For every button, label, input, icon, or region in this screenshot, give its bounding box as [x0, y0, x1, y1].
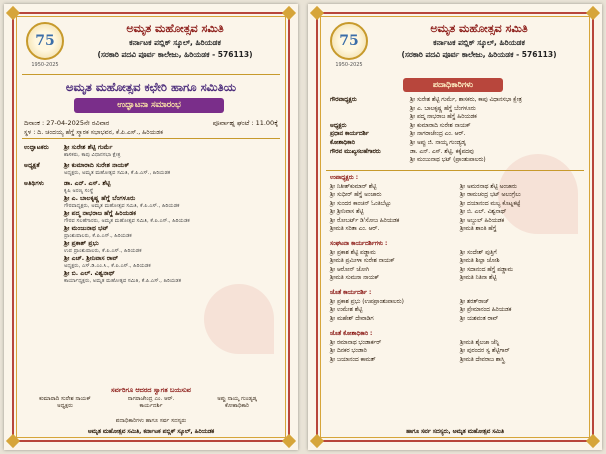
role-guests	[24, 180, 278, 285]
member-name: ಶ್ರೀ ರೋಬರ್ಟ್ ಡಿ'ಸೋಜ ಹಿರಿಯಡಕ	[330, 217, 400, 224]
person-name: ಶ್ರೀ ಎಚ್. ಶ್ರೀನಿವಾಸ ರಾವ್	[64, 255, 119, 262]
signatory-role: ಕಾರ್ಯದರ್ಶಿ	[139, 403, 163, 409]
officer-name: ಶ್ರೀ ಕುಮಾರಾದಿ ಸುರೇಶ ನಾಯಕ್	[410, 122, 471, 129]
name-grid	[330, 249, 582, 283]
member-name: ಶ್ರೀ ರಾಮಚಂದ್ರ ಭಟ್ ಅಲಂಗ್ರೆಲು	[460, 192, 521, 199]
org-name: ಅಮೃತ ಮಹೋತ್ಸವ ಸಮಿತಿ	[430, 22, 528, 35]
officers-list	[330, 96, 582, 165]
officer-name: ಶ್ರೀ ಮಂಜುನಾಥ ಭಟ್ (ಪ್ರಾಂಶುಪಾಲರು)	[410, 157, 486, 164]
emblem-years: 1950-2025	[31, 62, 59, 68]
section-vice-presidents	[330, 174, 582, 233]
person-designation: ಅಧ್ಯಕ್ಷರು, ಅಮೃತ ಮಹೋತ್ಸವ ಸಮಿತಿ, ಕೆ.ಪಿ.ಎಸ್., ಹಿರಿಯಡಕ	[64, 170, 171, 176]
member-name: ಶ್ರೀ ಜಯಾನಂದ ಕಾಮತ್	[330, 356, 376, 363]
member-name: ಶ್ರೀ ಪ್ರೇಮಾನಂದ ಹಿರಿಯಡಕ	[460, 307, 512, 314]
signatory-name: ಅಪ್ಪು ನಾಯ್ಕ ಗುಂಡ್ಯಡ್ಕ	[217, 396, 257, 402]
officer-row	[330, 113, 582, 122]
emblem-number: 75	[26, 22, 64, 60]
section-title: ಸಂಘಟನಾ ಕಾರ್ಯದರ್ಶಿಗಳು :	[330, 241, 388, 247]
person-name: ಶ್ರೀ ಸುರೇಶ ಶೆಟ್ಟಿ ಗುರ್ಮೆ	[64, 144, 113, 151]
role-inaugurator	[24, 144, 278, 159]
officer-name: ಶ್ರೀ ಎ. ಬಾಲಕೃಷ್ಣ ಹೆಗ್ಡೆ ಬೆಂಗಳೂರು	[410, 105, 476, 112]
officer-name: ಡಾ. ಎನ್. ಎಸ್. ಶೆಟ್ಟಿ, ಕಕ್ಕೆಪದವು	[410, 148, 474, 155]
signatory-role: ಕೋಶಾಧಿಕಾರಿ	[224, 403, 250, 409]
event-venue: ಸ್ಥಳ : ದಿ. ಚಂದಯ್ಯ ಹೆಗ್ಡೆ ಸ್ಮಾರಕ ಸಭಾಭವನ, ಕೆ.ಪಿ.ಎಸ್., ಹಿರಿಯಡಕ	[24, 129, 163, 136]
person-name: ಶ್ರೀ ಬಿ. ಎಲ್. ವಿಶ್ವನಾಥ್	[64, 270, 115, 277]
officer-row	[330, 105, 582, 114]
event-banner: ಉದ್ಘಾಟನಾ ಸಮಾರಂಭ	[74, 98, 224, 113]
member-name: ಶ್ರೀ ಬಿ. ಎಲ್. ವಿಶ್ವನಾಥ್	[460, 209, 507, 216]
college-name: (ಸರಕಾರಿ ಪದವಿ ಪೂರ್ವ ಕಾಲೇಜು, ಹಿರಿಯಡಕ - 576113)	[401, 50, 557, 59]
section-title: ಜೊತೆ ಕಾರ್ಯದರ್ಶಿ :	[330, 290, 372, 296]
member-name: ಶ್ರೀ ರಮಾನಾಥ ಭಂಡಾರ್ಕರ್	[330, 340, 382, 346]
member-name: ಶ್ರೀ ಉಮೇಶ ಶೆಟ್ಟಿ	[330, 307, 363, 314]
member-name: ಶ್ರೀ ಯಶವಂತ ರಾವ್	[460, 315, 499, 322]
officer-label: ಅಧ್ಯಕ್ಷರು	[330, 122, 347, 129]
member-name: ಶ್ರೀ ಅಬ್ದುಲ್ ಹಿರಿಯಡಕ	[460, 217, 505, 224]
officer-label	[330, 113, 410, 122]
event-date: ದಿನಾಂಕ : 27-04-2025ನೇ ರವಿವಾರ	[24, 119, 110, 127]
role-label: ಅಧ್ಯಕ್ಷತೆ	[24, 162, 40, 169]
event-time: ಪೂರ್ವಾಹ್ನ ಘಂಟೆ : 11.00ಕ್ಕೆ	[212, 119, 278, 127]
person-designation: ಕೃಷಿ ಅರಣ್ಯ ಸಂಸ್ಥೆ	[64, 188, 94, 194]
member-name: ಶ್ರೀಮತಿ ಶೈಲಜಾ ಜೆನ್ನಿ	[460, 340, 500, 346]
member-name: ಶ್ರೀಮತಿ ನಿತಿನಾ ಶೆಟ್ಟಿ	[460, 275, 497, 282]
officer-label	[330, 156, 410, 165]
person-designation: ಪ್ರಾಂಶುಪಾಲರು, ಕೆ.ಪಿ.ಎಸ್., ಹಿರಿಯಡಕ	[64, 233, 132, 239]
member-name: ಶ್ರೀ ಮಹೇಶ್ ದೇವಾಡಿಗ	[330, 315, 374, 322]
header	[370, 22, 588, 60]
office-bearers-banner: ಪದಾಧಿಕಾರಿಗಳು	[403, 78, 503, 92]
date-time-line	[24, 119, 278, 128]
officer-row	[330, 122, 582, 131]
person-name: ಶ್ರೀ ಎ. ಬಾಲಕೃಷ್ಣ ಹೆಗ್ಡೆ ಬೆಂಗಳೂರು	[64, 195, 136, 202]
officer-row	[330, 130, 582, 139]
person-designation: ಗೌರವ ಸಲಹೆಗಾರರು, ಅಮೃತ ಮಹೋತ್ಸವ ಸಮಿತಿ, ಕೆ.ಪಿ.ಎಸ್., ಹಿರಿಯಡಕ	[64, 218, 190, 224]
footer-committee: ಅಮೃತ ಮಹೋತ್ಸವ ಸಮಿತಿ, ಕರ್ನಾಟಕ ಪಬ್ಲಿಕ್ ಸ್ಕೂಲ್, ಹಿರಿಯಡಕ	[87, 429, 215, 435]
officer-label	[330, 105, 410, 114]
anniversary-emblem	[328, 22, 370, 72]
section-organising-secretaries	[330, 240, 582, 283]
signatory-name: ನಾಗರಾಜೇಂದ್ರ ಎಂ. ಆರ್.	[127, 396, 175, 402]
role-label: ಅತಿಥಿಗಳು	[24, 180, 45, 187]
org-name: ಅಮೃತ ಮಹೋತ್ಸವ ಸಮಿತಿ	[126, 22, 224, 35]
school-name: ಕರ್ನಾಟಕ ಪಬ್ಲಿಕ್ ಸ್ಕೂಲ್, ಹಿರಿಯಡಕ	[433, 38, 525, 47]
roles-list	[24, 144, 278, 288]
member-name: ಶ್ರೀ ಶ್ರೀನಿವಾಸ ಶೆಟ್ಟಿ	[330, 209, 364, 216]
footer-committee: ಹಾಗೂ ಸರ್ವ ಸದಸ್ಯರು, ಅಮೃತ ಮಹೋತ್ಸವ ಸಮಿತಿ	[406, 429, 504, 435]
section-title: ಉಪಾಧ್ಯಕ್ಷರು :	[330, 175, 359, 181]
member-name: ಶ್ರೀಮತಿ ದೇವರಾಜ ಶಾಸ್ತ್ರಿ	[460, 356, 505, 363]
footer-members: ಪದಾಧಿಕಾರಿಗಳು ಹಾಗೂ ಸರ್ವ ಸದಸ್ಯರು	[115, 418, 187, 424]
signatories	[22, 396, 280, 410]
member-name: ಶ್ರೀ ಅಮರನಾಥ ಶೆಟ್ಟಿ ಅಂಜಾರು	[460, 184, 517, 190]
emblem-years: 1950-2025	[335, 62, 363, 68]
person-name: ಶ್ರೀ ಪ್ರಕಾಶ್ ಪ್ರಭು	[64, 240, 99, 247]
member-name: ಶ್ರೀಮತಿ ಸುಮನಾ ನಾಯಕ್	[330, 275, 380, 282]
member-name: ಶ್ರೀ ದಿನಕರ ಭಂಡಾರಿ	[330, 348, 367, 355]
person-name: ಡಾ. ಎನ್. ಎಸ್. ಶೆಟ್ಟಿ	[64, 180, 111, 187]
officer-label: ಗೌರವಾಧ್ಯಕ್ಷರು	[330, 97, 357, 103]
signatory	[108, 396, 194, 410]
member-name: ಶ್ರೀಮತಿ ಶಿಲ್ಪಾ ಜೋಶಿ	[460, 258, 500, 265]
person-designation: ಅಧ್ಯಕ್ಷರು, ಎಸ್.ಡಿ.ಎಂ.ಸಿ., ಕೆ.ಪಿ.ಎಸ್., ಹಿರಿಯಡಕ	[64, 263, 151, 269]
member-name: ಶ್ರೀ ಆರೋನ್ ಜೋಗಿ	[330, 266, 370, 273]
section-title: ಜೊತೆ ಕೋಶಾಧಿಕಾರಿ :	[330, 331, 373, 337]
event-title: ಅಮೃತ ಮಹೋತ್ಸವ ಕಛೇರಿ ಹಾಗೂ ಸಮಿತಿಯ	[65, 80, 237, 94]
invitation-left-page	[4, 4, 298, 450]
member-name: ಶ್ರೀ ನಿತೀಶ್‌ಕುಮಾರ್ ಶೆಟ್ಟಿ	[330, 184, 377, 190]
officer-name: ಶ್ರೀ ಅಪ್ಪು ಜಿ. ನಾಯ್ಕ ಗುಂಡ್ಯಡ್ಕ	[410, 139, 466, 146]
section-joint-treasurers	[330, 330, 582, 364]
member-name: ಶ್ರೀಮತಿ ಸರಿತಾ ಎಂ. ಆರ್.	[330, 226, 380, 233]
member-name: ಶ್ರೀ ಸದಾನಂದ ಹೆಗ್ಡೆ ಪಡ್ಡಾಮ	[460, 266, 513, 273]
member-name: ಶ್ರೀ ಸುಧೀರ್ ಹೆಗ್ಡೆ ಅಂಜಾರು	[330, 192, 382, 199]
emblem-number: 75	[330, 22, 368, 60]
section-joint-secretaries	[330, 289, 582, 323]
officer-label: ಕೋಶಾಧಿಕಾರಿ	[330, 139, 355, 146]
signatory-name: ಕುಮಾರಾದಿ ಸುರೇಶ ನಾಯಕ್	[39, 396, 91, 402]
member-name: ಶ್ರೀಮತಿ ಶಾಂತಿ ಹೆಗ್ಡೆ	[460, 226, 497, 233]
header-divider	[22, 74, 280, 75]
role-label: ಉದ್ಘಾಟಕರು	[24, 144, 49, 151]
officer-name: ಶ್ರೀ ಪದ್ಮ ನಾಭರಾಜ ಹೆಗ್ಡೆ ಹಿರಿಯಡಕ	[410, 114, 477, 121]
person-designation: ಉಪ ಪ್ರಾಂಶುಪಾಲರು, ಕೆ.ಪಿ.ಎಸ್., ಹಿರಿಯಡಕ	[64, 248, 142, 254]
person-designation: ಕಾರ್ಯಾಧ್ಯಕ್ಷರು, ಅಮೃತ ಮಹೋತ್ಸವ ಸಮಿತಿ, ಕೆ.ಪಿ.ಎಸ್., ಹಿರಿಯಡಕ	[64, 278, 182, 284]
member-name: ಶ್ರೀ ಪುರಂದರ ಸ್ವ ಶೆಟ್ಟಿಗಾರ್	[460, 348, 510, 355]
officer-row	[330, 156, 582, 165]
officer-row	[330, 148, 582, 157]
name-grid	[330, 339, 582, 364]
name-grid	[330, 183, 582, 233]
anniversary-emblem	[24, 22, 66, 72]
officer-name: ಶ್ರೀ ಸುರೇಶ ಶೆಟ್ಟಿ ಗುರ್ಮೆ, ಶಾಸಕರು, ಕಾಪು ವಿಧಾನಸಭಾ ಕ್ಷೇತ್ರ	[410, 97, 522, 103]
member-name: ಶ್ರೀಮತಿ ಪ್ರಮೀಳಾ ಸುರೇಶ ನಾಯಕ್	[330, 258, 395, 265]
invitation-right-page	[308, 4, 602, 450]
officer-label: ಪ್ರಧಾನ ಕಾರ್ಯದರ್ಶಿ	[330, 131, 369, 138]
member-name: ಶ್ರೀ ಪ್ರಕಾಶ ಶೆಟ್ಟಿ ಪಡ್ಡಾಮ	[330, 250, 376, 256]
college-name: (ಸರಕಾರಿ ಪದವಿ ಪೂರ್ವ ಕಾಲೇಜು, ಹಿರಿಯಡಕ - 576113)	[97, 50, 253, 59]
person-name: ಶ್ರೀ ಮಂಜುನಾಥ ಭಟ್	[64, 225, 109, 232]
person-designation: ಗೌರವಾಧ್ಯಕ್ಷರು, ಅಮೃತ ಮಹೋತ್ಸವ ಸಮಿತಿ, ಕೆ.ಪಿ.ಎಸ್., ಹಿರಿಯಡಕ	[64, 203, 180, 209]
member-name: ಶ್ರೀ ಶರತ್‌ರಾಜ್	[460, 299, 490, 305]
officer-name: ಶ್ರೀ ನಾಗರಾಜೇಂದ್ರ ಎಂ. ಆರ್.	[410, 131, 466, 138]
officer-row	[330, 139, 582, 148]
member-name: ಶ್ರೀ ಪ್ರಕಾಶ ಪ್ರಭು (ಉಪಪ್ರಾಂಶುಪಾಲರು)	[330, 299, 404, 305]
header	[66, 22, 284, 60]
person-name: ಶ್ರೀ ಪದ್ಮ ನಾಭರಾಜ ಹೆಗ್ಡೆ ಹಿರಿಯಡಕ	[64, 210, 137, 217]
officer-label: ಗೌರವ ಮುಖ್ಯಸಲಹೆಗಾರರು	[330, 148, 381, 155]
section-divider	[326, 170, 584, 171]
school-name: ಕರ್ನಾಟಕ ಪಬ್ಲಿಕ್ ಸ್ಕೂಲ್, ಹಿರಿಯಡಕ	[129, 38, 221, 47]
role-president	[24, 162, 278, 177]
signatory	[194, 396, 280, 410]
signatory	[22, 396, 108, 410]
person-name: ಶ್ರೀ ಕುಮಾರಾದಿ ಸುರೇಶ ನಾಯಕ್	[64, 162, 130, 169]
name-grid	[330, 298, 582, 323]
member-name: ಶ್ರೀ ದಯಾನಂದ ಮಲ್ಯ ಕೊಟ್ನಕಟ್ಟೆ	[460, 200, 521, 207]
member-name: ಶ್ರೀ ಸಂದೇಶ್ ಪುತ್ತಿಗೆ	[460, 250, 497, 256]
officer-row	[330, 96, 582, 105]
member-name: ಶ್ರೀ ಸುಂದರ ಕಾಂಚನ್ ಓಂತಿಬೆಟ್ಟು	[330, 200, 391, 207]
person-designation: ಶಾಸಕರು, ಕಾಪು ವಿಧಾನಸಭಾ ಕ್ಷೇತ್ರ	[64, 152, 121, 158]
venue-divider	[22, 138, 280, 139]
welcome-line: ಸರ್ವರಿಗೂ ಆದರದ ಸ್ವಾಗತ ಬಯಸುವ	[111, 386, 191, 394]
signatory-role: ಅಧ್ಯಕ್ಷರು	[57, 403, 73, 409]
